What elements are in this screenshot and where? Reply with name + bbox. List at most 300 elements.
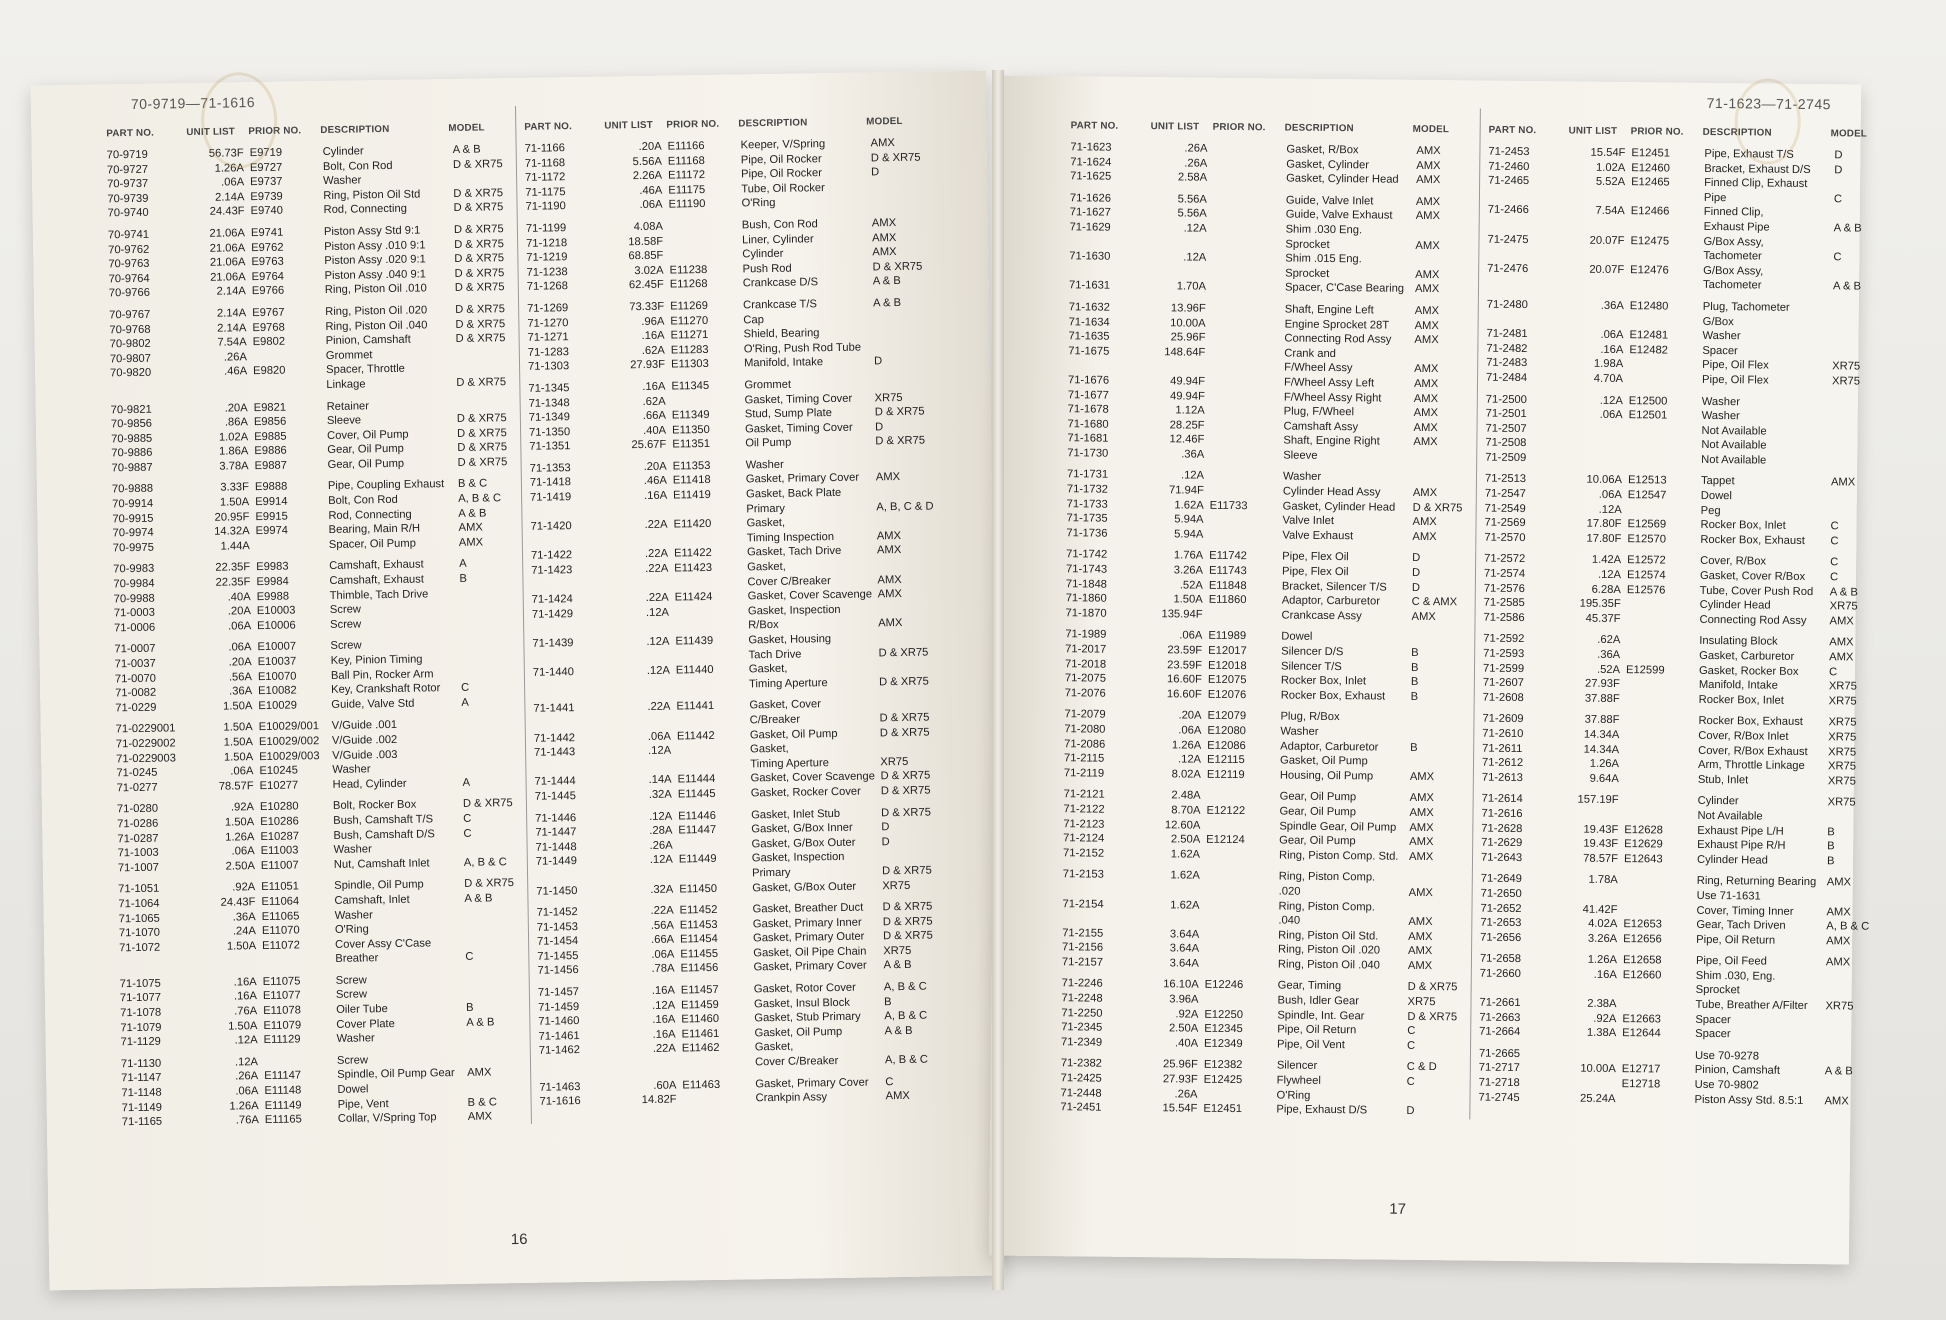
part-description: Keeper, V/Spring [740,138,826,152]
prior-number: E11268 [669,278,708,291]
part-description: Gasket, [747,560,786,574]
model-code: D & XR75 [457,441,508,455]
prior-number: E12658 [1622,954,1662,967]
unit-list-price: .40A [1174,1037,1199,1050]
part-number: 71-2576 [1483,582,1525,595]
prior-number: E12570 [1627,532,1667,546]
unit-list-price: 3.26A [1587,932,1618,945]
unit-list-price: .06A [231,845,255,858]
model-code [1406,726,1469,741]
part-description: Pipe, Flex Oil [1281,565,1349,579]
part-description: Exhaust Pipe R/H [1697,838,1786,852]
part-description: Spindle Gear, Oil Pump [1279,820,1397,834]
model-code: A, B, C & D [876,500,934,513]
part-description: Pipe, Oil Return [1277,1023,1357,1037]
model-code: A [461,696,469,709]
prior-number: E11269 [670,299,708,313]
part-number [1480,981,1560,996]
prior-number: E10029/002 [258,735,320,749]
part-description: Washer [323,174,362,188]
model-code [457,666,520,682]
part-description: Gasket, Primary Cover [755,1076,869,1090]
part-description: Spindle, Oil Pump Gear [337,1067,455,1082]
model-code: AMX [1825,956,1851,969]
model-code: AMX [872,246,897,259]
unit-list-price: 23.59F [1167,658,1203,672]
part-description: Liner, Cylinder [742,232,814,246]
part-number: 71-1635 [1068,330,1110,343]
prior-number: E11079 [263,1019,302,1032]
part-description: Adaptor, Carburetor [1280,740,1379,754]
part-number: 71-1129 [120,1035,161,1049]
prior-number: E12718 [1621,1078,1661,1091]
part-number: 71-2460 [1488,160,1530,173]
unit-list-price: 78.57F [1583,852,1619,865]
part-number: 70-9807 [109,352,152,366]
model-code: AMX [876,544,902,557]
header-model-code: MODEL [1412,124,1450,136]
part-number: 71-1007 [117,861,160,875]
model-code: D [870,166,880,179]
prior-number: E9984 [256,575,289,589]
model-code: A & B [464,892,493,905]
model-code: C [1828,665,1838,678]
unit-list-price: 1.50A [223,699,253,713]
part-number: 71-2482 [1486,342,1528,355]
model-code: AMX [1408,915,1433,929]
model-code [1828,410,1891,425]
model-code: AMX [1407,959,1433,972]
unit-list-price: .46A [639,184,663,197]
unit-list-price [1567,313,1629,328]
part-description: Cylinder [1697,795,1739,808]
prior-number: E9887 [254,459,288,472]
part-description: O'Ring, Push Rod Tube [743,341,862,356]
prior-number [1211,280,1283,295]
model-code: D [881,835,890,849]
unit-list-price: .22A [650,904,674,918]
part-number: 71-1219 [526,251,568,264]
part-number: 71-2607 [1482,676,1524,690]
part-description: Shim .030, Eng. [1695,969,1776,983]
prior-number: E10003 [256,604,296,618]
prior-number: E10277 [259,779,299,792]
unit-list-price: .12A [234,1034,258,1047]
part-description: Gasket, Oil Pipe Chain [753,945,867,960]
part-description: Screw [336,1054,369,1067]
unit-list-price: .62A [641,344,665,357]
model-code: AMX [1409,806,1434,820]
model-code: D [873,355,883,368]
model-code: XR75 [1828,695,1857,708]
model-code [1821,1079,1884,1094]
model-code: AMX [1412,530,1437,543]
part-description: F/Wheel Assy [1284,361,1353,375]
part-description: Breather [335,952,379,966]
prior-number: E10029 [258,699,298,712]
unit-list-price: .26A [1184,142,1208,155]
part-description: Housing, Oil Pump [1279,769,1374,783]
unit-list-price: 49.94F [1170,375,1206,388]
model-code: D & XR75 [457,456,508,469]
part-description: Gasket, [748,662,788,676]
prior-number: E12644 [1622,1027,1661,1040]
unit-list-price: .20A [1178,709,1202,723]
unit-list-price: 1.50A [223,736,254,749]
part-description: Tachometer [1702,279,1762,292]
prior-number: E11175 [668,183,706,197]
prior-number: E11422 [673,547,712,560]
prior-number: E11147 [264,1069,302,1083]
part-description: Not Available [1701,424,1767,438]
part-number: 71-1442 [533,731,576,745]
unit-list-price: 20.07F [1589,263,1625,276]
unit-list-price: .36A [232,910,256,924]
part-description: Rocker Box, Inlet [1280,674,1367,688]
unit-list-price: 4.08A [633,220,663,234]
unit-list-price: 5.56A [1177,193,1207,206]
unit-list-price: 1.78A [1588,874,1618,887]
part-description: Manifold, Intake [743,356,824,370]
unit-list-price [619,1057,681,1073]
part-description: Gasket, G/Box Outer [751,836,856,851]
prior-number: E9888 [254,481,288,494]
part-description: Ring, Piston Oil .040 [1277,958,1380,972]
part-description: Key, Pinion Timing [330,653,423,667]
part-number: 71-1175 [525,185,566,199]
part-number: 71-2593 [1483,647,1525,661]
model-code: AMX [1415,195,1441,208]
model-code: XR75 [883,944,912,958]
part-number [1069,264,1149,279]
model-code: AMX [1830,476,1856,489]
unit-list-price: 3.64A [1169,942,1200,955]
prior-number: E11453 [679,918,718,932]
part-description: Gasket, [746,517,786,530]
unit-list-price: 16.10A [1163,978,1199,992]
part-description: Gasket, Cover [749,698,822,712]
unit-list-price: 1.62A [1170,869,1200,882]
part-number [1488,218,1568,233]
model-code: A & B [466,1016,495,1029]
model-code: AMX [870,137,895,150]
unit-list-price: 1.62A [1170,848,1201,861]
unit-list-price: 1.50A [1173,593,1203,606]
prior-number [678,866,750,882]
prior-number: E9739 [250,190,283,203]
unit-list-price: .16A [1593,968,1617,981]
model-code: C [465,951,474,964]
model-code [1410,348,1473,363]
prior-number [1212,222,1284,237]
model-code: XR75 [1827,796,1856,809]
part-number: 71-1680 [1067,417,1109,431]
prior-number [1624,772,1696,787]
part-description: Washer [745,458,784,472]
unit-list-price: .16A [651,984,675,997]
model-code [462,971,525,987]
part-description: Arm, Throttle Linkage [1697,759,1805,773]
part-number: 71-2076 [1064,687,1106,700]
model-code: D & XR75 [882,915,933,928]
model-code [1406,711,1469,726]
part-number: 71-2513 [1484,473,1527,486]
part-number: 71-1065 [118,912,160,925]
unit-list-price: .36A [1600,299,1624,312]
part-description: Ring, Piston Oil .020 [1277,943,1381,957]
model-code [1821,1050,1884,1065]
header-part-description: DESCRIPTION [1702,127,1772,140]
prior-number: E9886 [254,444,287,458]
header-prior-number: PRIOR NO. [666,119,720,131]
part-description: Sleeve [1283,449,1318,462]
part-number: 71-1349 [528,411,571,424]
part-number: 71-1218 [526,236,568,250]
model-code: AMX [1413,392,1439,405]
prior-number: E12643 [1623,852,1663,866]
part-number: 71-1130 [120,1057,162,1071]
part-number: 71-1448 [535,840,577,854]
part-description: Stub, Inlet [1697,773,1749,787]
unit-list-price: 21.06A [209,227,246,240]
part-number: 71-2349 [1061,1036,1103,1049]
prior-number [252,349,324,365]
part-description: Grommet [325,348,373,362]
unit-list-price: .22A [645,562,669,576]
part-number: 71-1348 [528,396,570,410]
part-number: 71-0006 [114,621,156,635]
part-number: 71-2609 [1482,712,1524,726]
part-description: G/Box Assy, [1703,235,1764,249]
part-number: 71-2466 [1487,204,1529,217]
prior-number [1210,389,1282,404]
part-description: Plug, R/Box [1280,710,1340,724]
prior-number: E10245 [259,764,299,778]
prior-number [1203,993,1275,1008]
part-number: 71-2121 [1063,788,1105,801]
part-number: 71-2628 [1481,822,1523,835]
unit-list-price [611,532,673,548]
model-code: D & XR75 [452,157,503,171]
column-header-row [524,99,929,135]
part-number: 70-9974 [112,526,154,540]
model-code [875,660,938,676]
part-description: Thimble, Tach Drive [329,588,429,602]
part-number: 71-1453 [536,920,579,934]
part-description: Cover, R/Box Inlet [1698,729,1789,743]
prior-number: E12119 [1206,768,1245,781]
prior-number: E12382 [1203,1059,1243,1072]
prior-number: E12349 [1204,1037,1243,1050]
prior-number [1205,884,1277,899]
part-description: Pinion, Camshaft [325,333,411,348]
unit-list-price: .40A [227,590,251,604]
part-number: 71-0245 [116,766,158,780]
part-description: Not Available [1701,439,1767,452]
prior-number: E11743 [1208,564,1247,578]
part-description: Bolt, Con Rod [322,159,393,173]
part-number: 71-1629 [1069,221,1111,234]
model-code: A, B & C [884,1053,929,1067]
unit-list-price [1565,422,1627,437]
part-number: 70-9820 [110,367,152,380]
prior-number: E11303 [670,358,709,371]
unit-list-price: 20.07F [1589,234,1625,247]
part-number [539,1057,619,1073]
prior-number: E10287 [260,829,300,843]
unit-list-price: .06A [221,176,245,189]
part-number: 71-0286 [117,817,159,831]
part-description: Gasket, Rocker Box [1698,664,1799,678]
part-description: Washer [1701,395,1741,408]
model-code [874,630,937,646]
part-description: Spacer [1702,344,1738,357]
unit-list-price: .06A [235,1085,259,1098]
column-header-row [1071,104,1476,138]
part-description: Timing Aperture [750,756,829,771]
unit-list-price: .12A [1598,503,1622,516]
model-code [458,746,521,762]
model-code [867,179,930,195]
prior-number [673,531,745,547]
parts-column-right-2 [1478,109,1894,1124]
unit-list-price: .20A [643,460,667,473]
unit-list-price: 2.26A [632,169,663,183]
unit-list-price: .06A [1179,629,1203,643]
unit-list-price: 14.82F [641,1093,677,1107]
unit-list-price: 21.06A [210,270,246,284]
part-description: Pipe, Oil Feed [1695,955,1767,968]
part-number: 71-2664 [1479,1025,1521,1039]
prior-number: E9988 [256,590,290,603]
unit-list-price: .32A [650,883,674,896]
prior-number [252,378,324,394]
prior-number: E11070 [261,924,300,938]
prior-number [1626,597,1698,612]
part-description: Tube, Cover Push Rod [1699,584,1814,598]
prior-number [1624,713,1696,728]
part-description: Gasket, Timing Cover [744,421,853,436]
prior-number: E11129 [263,1033,301,1047]
part-number: 71-2484 [1486,371,1528,384]
unit-list-price: .46A [643,475,667,488]
part-number: 71-2663 [1479,1011,1521,1024]
unit-list-price: 195.35F [1579,597,1621,611]
prior-number [672,502,744,518]
part-description: Plug, F/Wheel [1283,405,1355,419]
part-description: Shim .030 Eng. [1285,223,1363,237]
part-description: Gasket, Timing Cover [744,392,853,406]
unit-list-price: 12.46F [1169,433,1205,446]
unit-list-price: 5.94A [1174,528,1204,541]
part-number: 71-2608 [1482,691,1524,704]
model-code: D [1411,566,1421,579]
part-description: Ring, Piston Comp. [1278,870,1376,884]
prior-number: E12501 [1628,409,1668,422]
prior-number: E12660 [1622,968,1662,982]
prior-number [1629,277,1701,292]
unit-list-price: .20A [638,140,662,154]
model-code [1828,396,1891,411]
part-description: Pipe, Oil Rocker [740,167,822,181]
unit-list-price: .06A [639,199,663,212]
part-description: G/Box Assy, [1703,264,1764,278]
part-description: Valve Exhaust [1282,529,1354,543]
unit-list-price: .22A [647,700,671,714]
part-number: 71-2115 [1063,752,1105,765]
part-description: .040 [1278,914,1301,927]
prior-number: E11190 [668,198,706,211]
model-code [463,1080,526,1096]
model-code: C [461,681,470,695]
unit-list-price: 23.59F [1167,644,1203,657]
prior-number: E10029/003 [259,749,320,763]
part-description: Gear, Oil Pump [327,457,405,471]
part-description: Exhaust Pipe L/H [1697,824,1784,838]
prior-number: E11459 [681,998,719,1012]
part-number [1068,359,1148,374]
part-description: Gear, Oil Pump [327,443,404,457]
prior-number: E12476 [1630,263,1669,277]
unit-list-price: 17.80F [1586,532,1622,545]
part-description: Connecting Rod Assy [1699,613,1807,627]
page-number: 17 [1389,1200,1407,1218]
model-code: D [1834,163,1843,176]
prior-number [1621,997,1693,1012]
prior-number: E12717 [1621,1063,1661,1076]
part-number: 71-1350 [529,425,571,439]
prior-number [1205,818,1277,833]
prior-number [1204,913,1276,928]
unit-list-price [1148,359,1210,374]
unit-list-price: 1.02A [1595,161,1626,174]
part-description: Guide, Valve Exhaust [1285,208,1393,223]
part-number: 71-0229 [115,701,157,715]
part-description: Tube, Oil Rocker [741,181,825,196]
part-description: Bush, Idler Gear [1277,994,1360,1008]
prior-number: E9856 [253,415,287,429]
model-code [462,985,525,1001]
prior-number: E11065 [261,909,300,923]
part-number: 71-2507 [1485,422,1527,435]
unit-list-price: 3.64A [1169,957,1199,970]
prior-number: E12653 [1623,918,1662,931]
part-number: 71-1455 [537,949,579,963]
part-description: Cover, R/Box Exhaust [1698,744,1808,758]
prior-number [1210,375,1282,390]
model-code: AMX [877,573,902,586]
part-number: 71-2547 [1484,487,1526,501]
unit-list-price: .22A [652,1042,676,1056]
model-code: AMX [1414,283,1440,296]
part-description: Cylinder [322,145,364,158]
unit-list-price: 14.34A [1583,728,1620,742]
model-code: AMX [458,536,484,549]
unit-list-price: 1.26A [214,161,245,175]
model-code: D & XR75 [457,426,507,440]
part-description: Ring, Piston Comp. Std. [1278,849,1399,863]
part-number: 71-2153 [1062,868,1104,881]
model-code: B [883,995,892,1008]
model-code [456,586,519,602]
part-description: Gasket, Inspection [751,851,845,865]
part-number: 71-1165 [121,1115,163,1129]
part-number: 71-2652 [1480,902,1522,915]
part-number: 71-1732 [1066,483,1108,496]
model-code: D & XR75 [454,252,505,266]
model-code: D & XR75 [453,201,504,215]
unit-list-price: 2.50A [225,859,255,873]
